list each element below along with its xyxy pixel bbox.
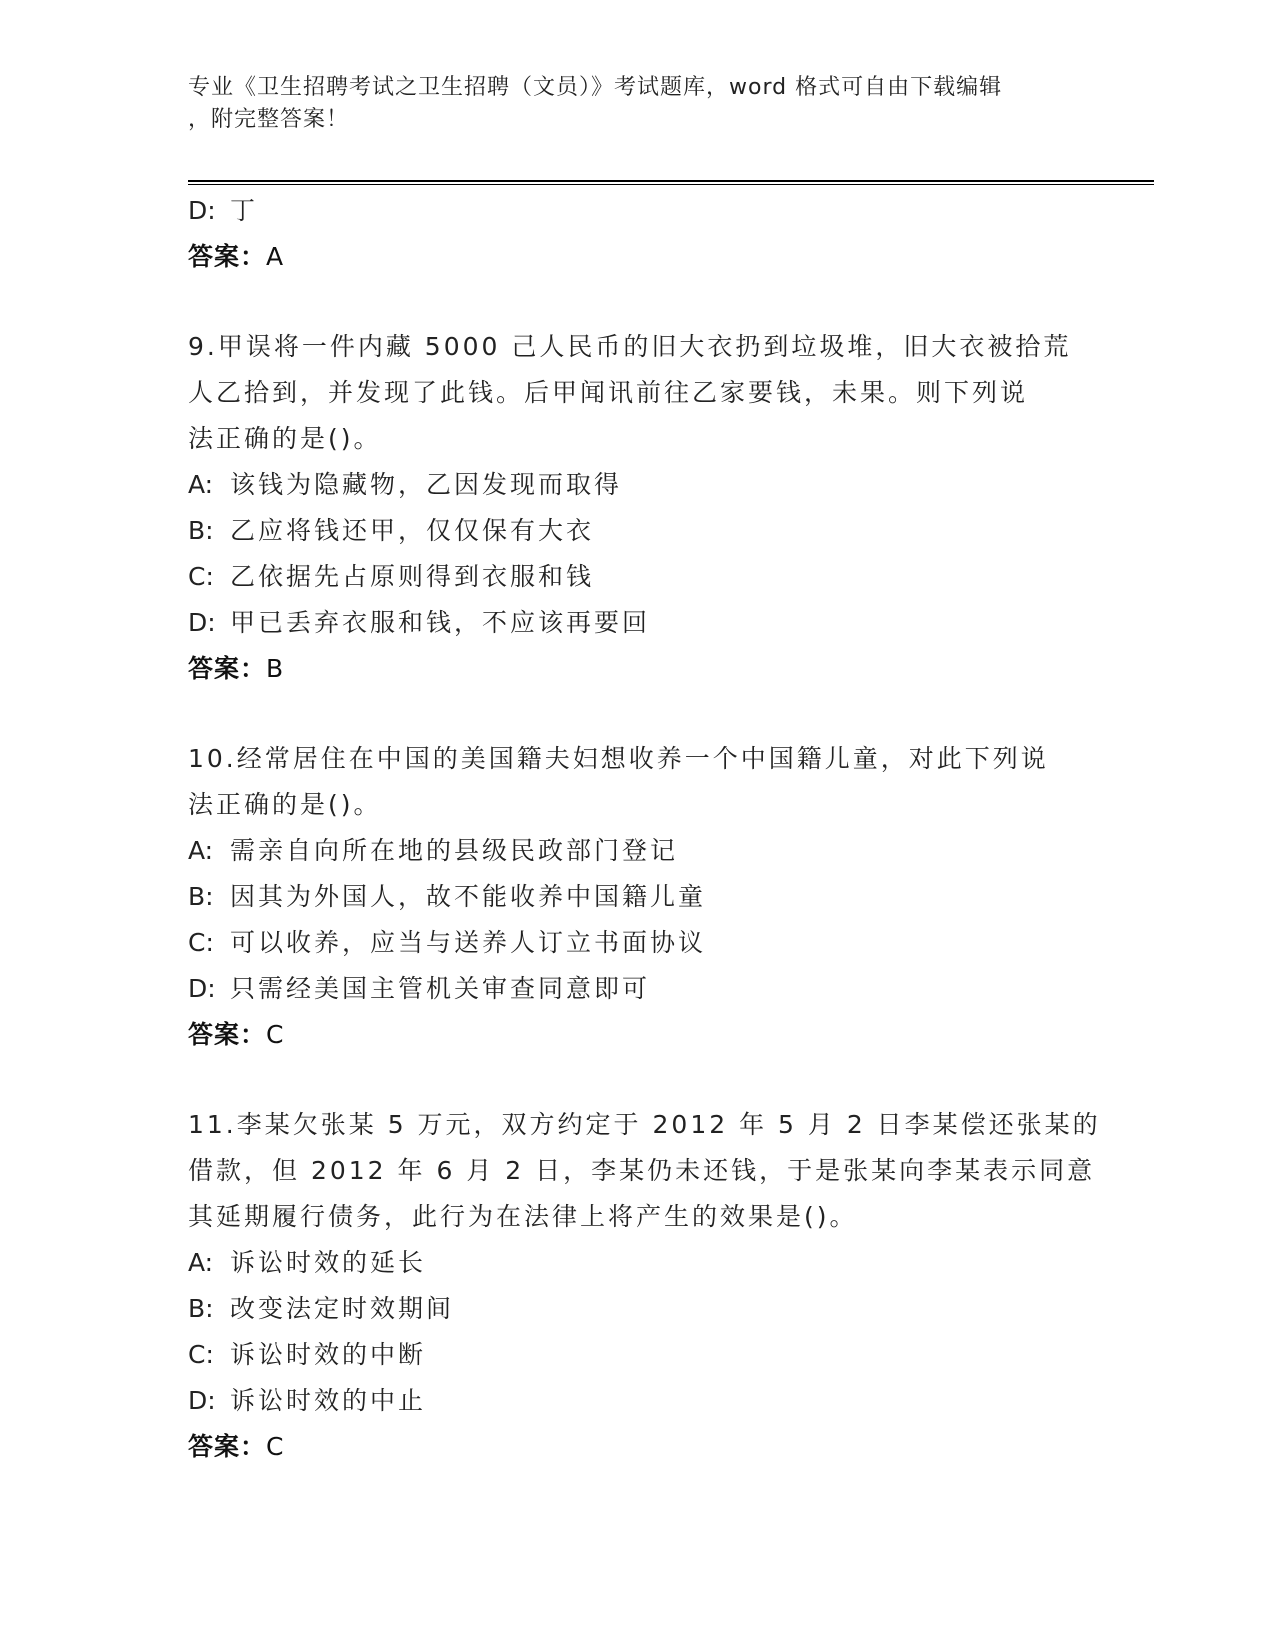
option-text: 诉讼时效的中止 bbox=[230, 1386, 427, 1415]
option-text: 因其为外国人，故不能收养中国籍儿童 bbox=[230, 882, 707, 911]
header-line-1: 专业《卫生招聘考试之卫生招聘（文员）》考试题库，word 格式可自由下载编辑 bbox=[188, 75, 1003, 100]
option-a bbox=[188, 462, 1088, 508]
answer bbox=[188, 1424, 1088, 1470]
option-key: D: bbox=[188, 608, 216, 637]
question-line: 法正确的是()。 bbox=[188, 424, 382, 453]
option-text: 乙应将钱还甲，仅仅保有大衣 bbox=[230, 516, 595, 545]
option-key: D: bbox=[188, 1386, 216, 1415]
option-key: A: bbox=[188, 1248, 214, 1277]
answer-value: A bbox=[266, 242, 285, 271]
option-b bbox=[188, 874, 1088, 920]
question-text bbox=[188, 736, 1088, 828]
question-line: 11.李某欠张某 5 万元，双方约定于 2012 年 5 月 2 日李某偿还张某的 bbox=[188, 1110, 1101, 1139]
answer bbox=[188, 1012, 1088, 1058]
question-line: 其延期履行债务，此行为在法律上将产生的效果是()。 bbox=[188, 1202, 858, 1231]
answer-value: B bbox=[266, 654, 285, 683]
header-divider bbox=[188, 180, 1154, 185]
question-line: 人乙拾到，并发现了此钱。后甲闻讯前往乙家要钱，未果。则下列说 bbox=[188, 378, 1029, 407]
option-key: B: bbox=[188, 882, 214, 911]
page-header bbox=[188, 72, 1068, 136]
option-c bbox=[188, 920, 1088, 966]
option-a bbox=[188, 1240, 1088, 1286]
option-text: 需亲自向所在地的县级民政部门登记 bbox=[230, 836, 679, 865]
option-d bbox=[188, 600, 1088, 646]
option-text: 该钱为隐藏物，乙因发现而取得 bbox=[230, 470, 623, 499]
option-key: C: bbox=[188, 562, 214, 591]
option-b bbox=[188, 1286, 1088, 1332]
option-text: 改变法定时效期间 bbox=[230, 1294, 455, 1323]
question-10 bbox=[188, 736, 1088, 1058]
option-key: A: bbox=[188, 470, 214, 499]
option-text: 乙依据先占原则得到衣服和钱 bbox=[230, 562, 595, 591]
question-list bbox=[188, 188, 1101, 1470]
question-9 bbox=[188, 324, 1088, 692]
option-key: D: bbox=[188, 196, 216, 225]
question-line: 法正确的是()。 bbox=[188, 790, 382, 819]
option-key: B: bbox=[188, 1294, 214, 1323]
answer bbox=[188, 234, 1088, 280]
option-key: B: bbox=[188, 516, 214, 545]
question-line: 借款，但 2012 年 6 月 2 日，李某仍未还钱，于是张某向李某表示同意 bbox=[188, 1156, 1096, 1185]
option-key: D: bbox=[188, 974, 216, 1003]
answer-label: 答案： bbox=[188, 654, 267, 683]
option-text: 诉讼时效的延长 bbox=[230, 1248, 427, 1277]
answer-value: C bbox=[266, 1432, 285, 1461]
option-text: 丁 bbox=[230, 196, 259, 225]
question-line: 10.经常居住在中国的美国籍夫妇想收养一个中国籍儿童，对此下列说 bbox=[188, 744, 1049, 773]
answer-label: 答案： bbox=[188, 1432, 267, 1461]
question-text bbox=[188, 324, 1088, 462]
carryover-question bbox=[188, 188, 1088, 280]
option-text: 诉讼时效的中断 bbox=[230, 1340, 427, 1369]
answer-value: C bbox=[266, 1020, 285, 1049]
answer-label: 答案： bbox=[188, 1020, 267, 1049]
option-key: C: bbox=[188, 928, 214, 957]
question-11 bbox=[188, 1102, 1101, 1470]
question-text bbox=[188, 1102, 1101, 1240]
answer-label: 答案： bbox=[188, 242, 267, 271]
option-key: C: bbox=[188, 1340, 214, 1369]
option-c bbox=[188, 554, 1088, 600]
option-d bbox=[188, 966, 1088, 1012]
option-text: 只需经美国主管机关审查同意即可 bbox=[230, 974, 651, 1003]
header-line-2: ，附完整答案！ bbox=[188, 107, 350, 132]
option-d bbox=[188, 188, 1088, 234]
option-key: A: bbox=[188, 836, 214, 865]
answer bbox=[188, 646, 1088, 692]
option-d bbox=[188, 1378, 1088, 1424]
option-text: 甲已丢弃衣服和钱，不应该再要回 bbox=[230, 608, 651, 637]
option-b bbox=[188, 508, 1088, 554]
question-line: 9.甲误将一件内藏 5000 己人民币的旧大衣扔到垃圾堆，旧大衣被拾荒 bbox=[188, 332, 1072, 361]
option-text: 可以收养，应当与送养人订立书面协议 bbox=[230, 928, 707, 957]
option-a bbox=[188, 828, 1088, 874]
option-c bbox=[188, 1332, 1088, 1378]
